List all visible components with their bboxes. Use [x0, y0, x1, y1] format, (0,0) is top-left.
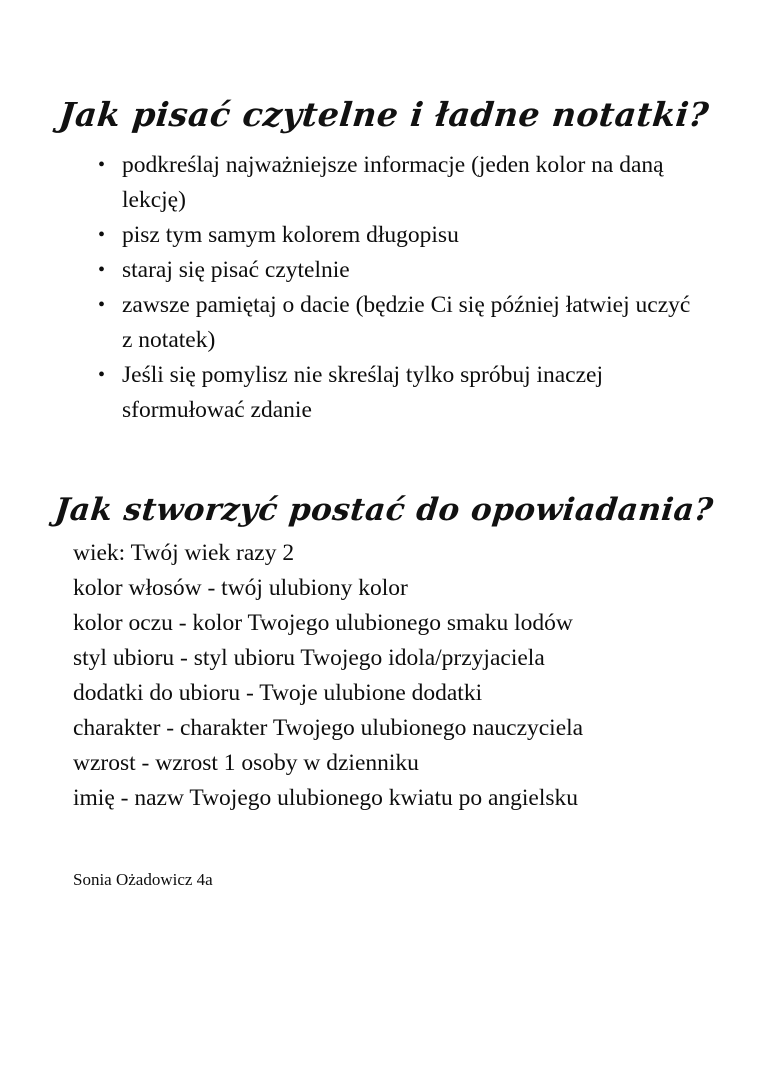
list-item: dodatki do ubioru - Twoje ulubione dodatki — [73, 680, 483, 706]
list-item: • zawsze pamiętaj o dacie (będzie Ci się później łatwiej uczyć z notatek) — [98, 288, 698, 358]
list-item: • Jeśli się pomylisz nie skreślaj tylko spróbuj inaczej sformułować zdanie — [98, 358, 698, 428]
list-item: wzrost - wzrost 1 osoby w dzienniku — [73, 750, 419, 776]
list-item: kolor włosów - twój ulubiony kolor — [73, 575, 408, 601]
list-item: • pisz tym samym kolorem długopisu — [98, 218, 698, 253]
page-title-how-to-write-notes: Jak pisać czytelne i ładne notatki? — [57, 95, 711, 135]
list-item: • podkreślaj najważniejsze informacje (jeden kolor na daną lekcję) — [98, 148, 698, 218]
author-signature: Sonia Ożadowicz 4a — [73, 870, 213, 889]
character-recipe-list — [73, 536, 713, 816]
list-item: styl ubioru - styl ubioru Twojego idola/przyjaciela — [73, 645, 545, 671]
list-item: charakter - charakter Twojego ulubionego nauczyciela — [73, 715, 584, 741]
list-item: kolor oczu - kolor Twojego ulubionego smaku lodów — [73, 610, 573, 636]
notes-tips-list — [98, 148, 698, 428]
list-item: • staraj się pisać czytelnie — [98, 253, 698, 288]
list-item: imię - nazw Twojego ulubionego kwiatu po angielsku — [73, 785, 579, 811]
list-item: wiek: Twój wiek razy 2 — [73, 540, 295, 566]
section-title-how-to-create-character: Jak stworzyć postać do opowiadania? — [52, 491, 716, 528]
